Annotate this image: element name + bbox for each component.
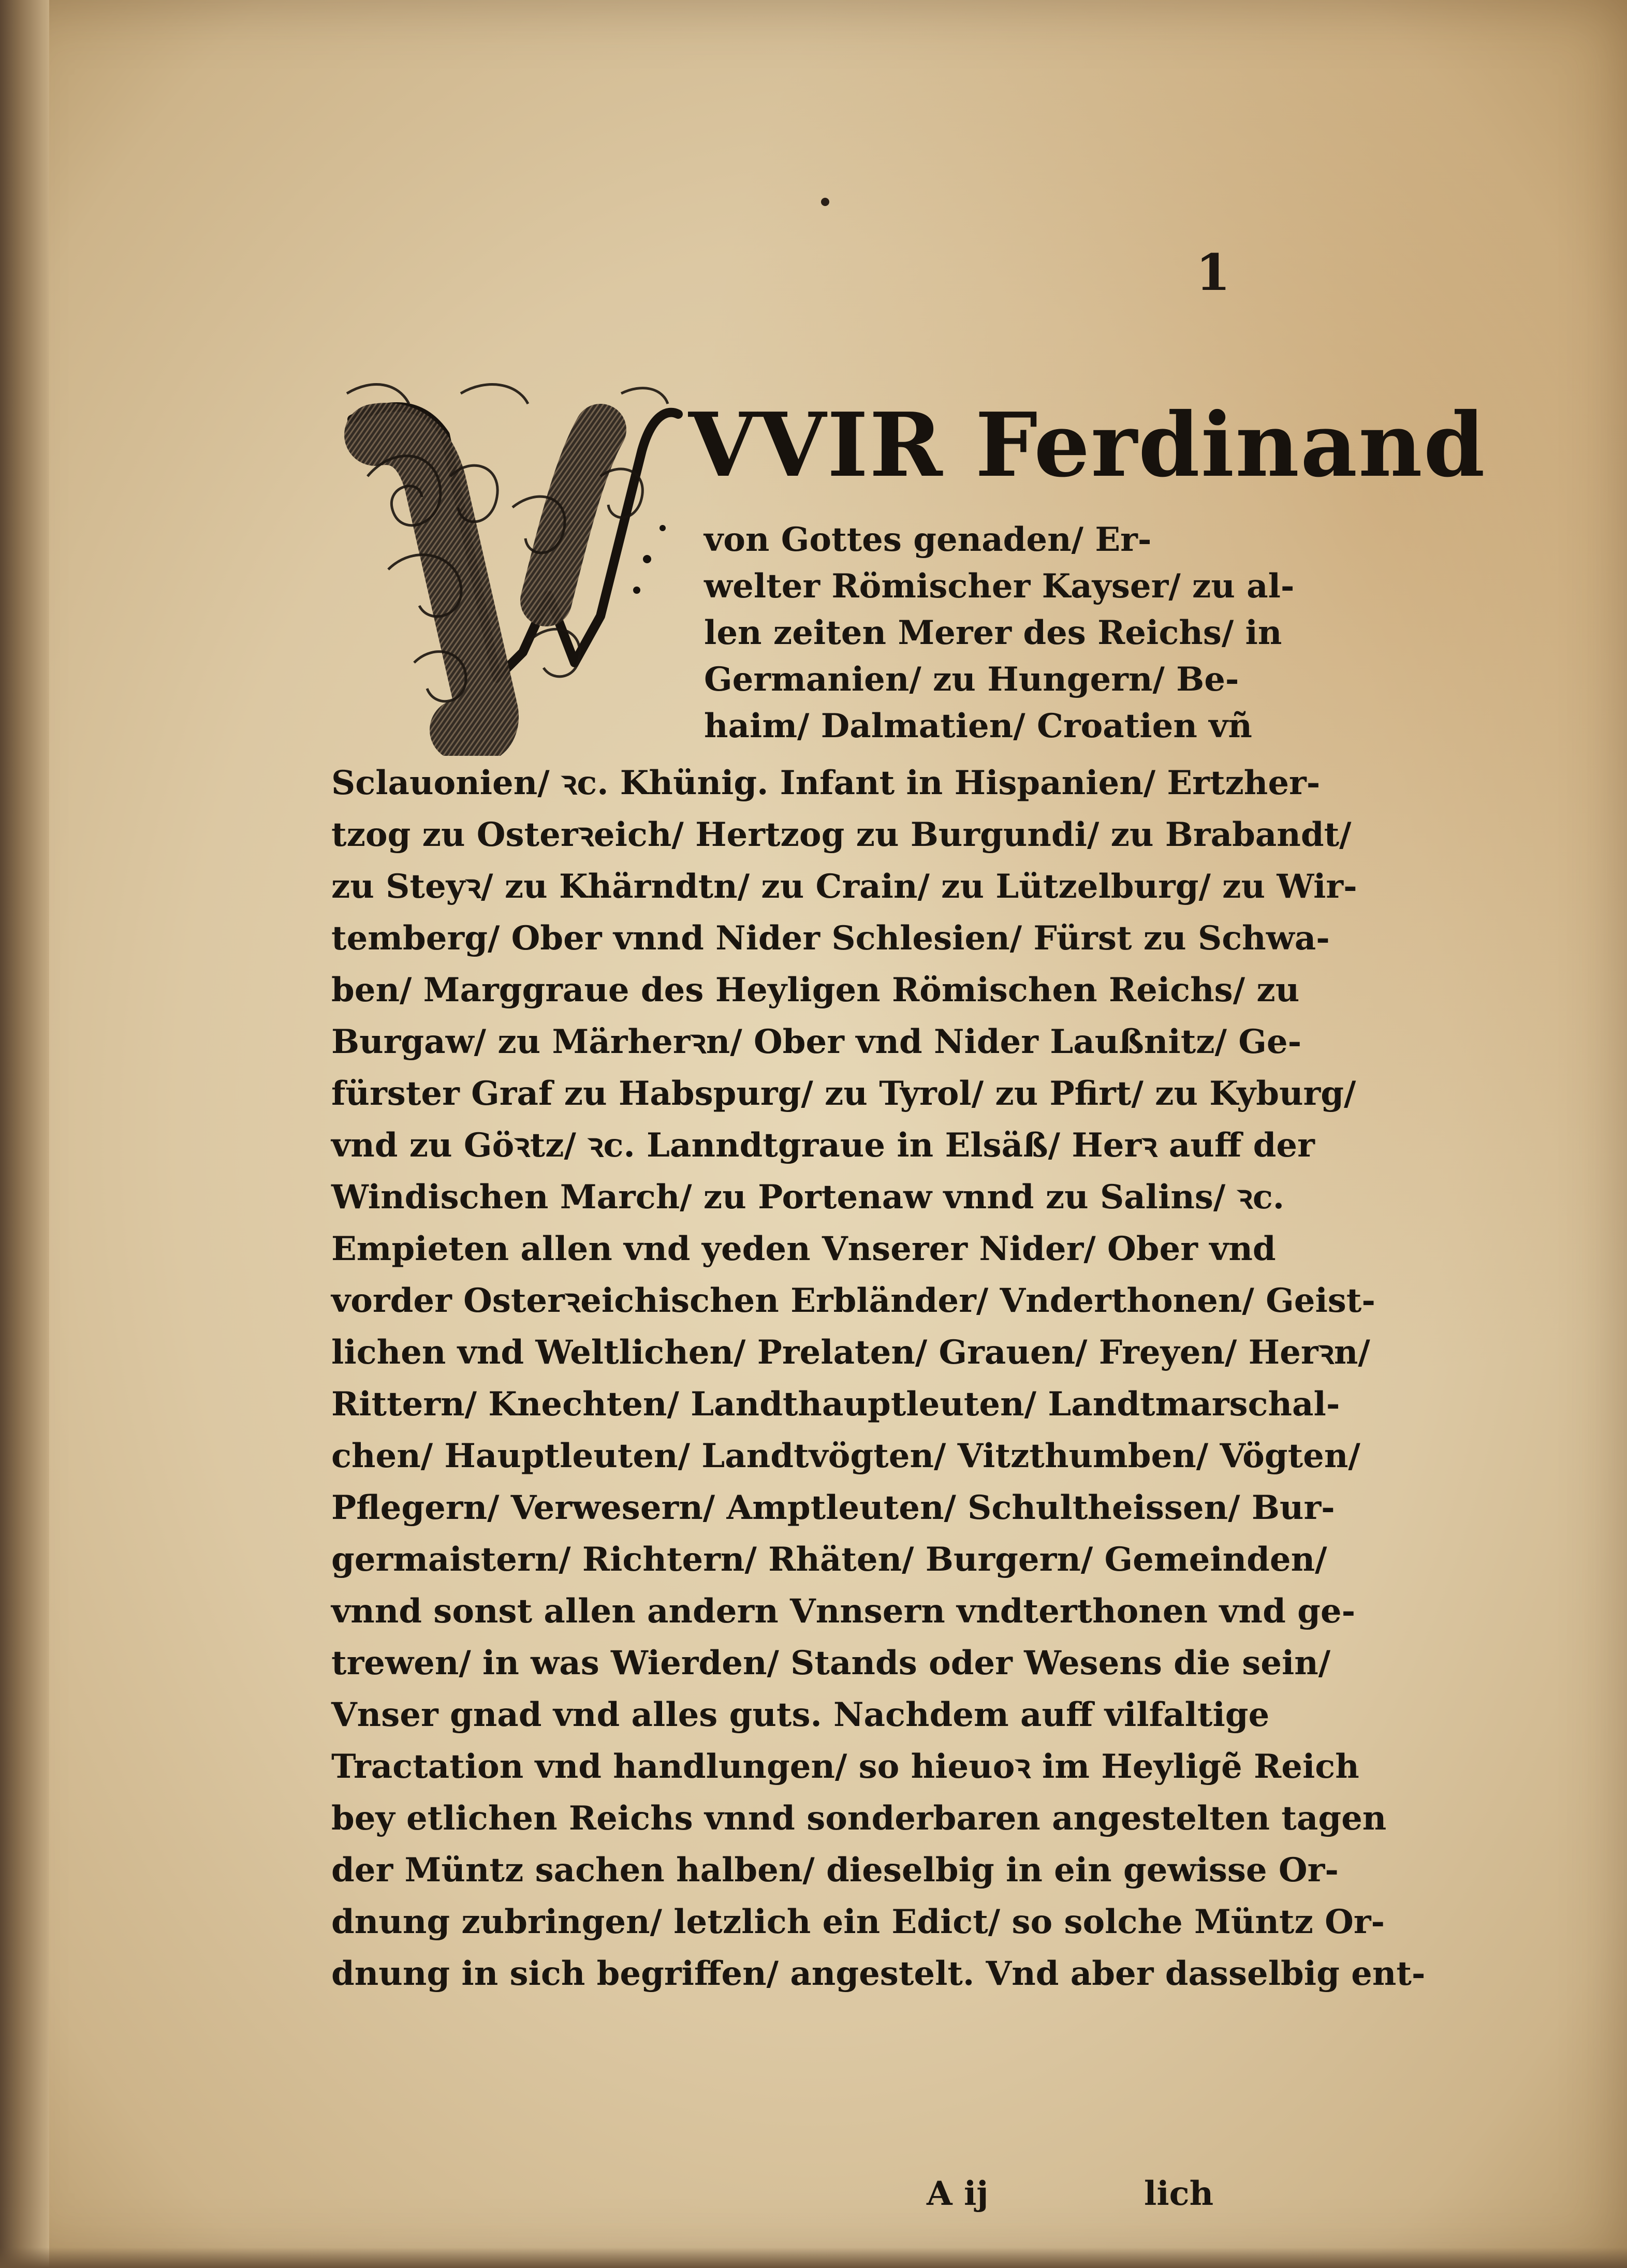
text-line: Burgaw/ zu Märherꝛn/ Ober vnd Nider Laußnitz/ Ge-	[331, 1022, 1302, 1061]
text-line: trewen/ in was Wierden/ Stands oder Wesens die sein/	[331, 1644, 1331, 1682]
text-line: chen/ Hauptleuten/ Landtvögten/ Vitzthumben/ Vögten/	[331, 1437, 1360, 1475]
text-line: Germanien/ zu Hungern/ Be-	[704, 660, 1239, 699]
text-line: dnung zubringen/ letzlich ein Edict/ so solche Müntz Or-	[331, 1903, 1385, 1941]
text-line: temberg/ Ober vnnd Nider Schlesien/ Fürst zu Schwa-	[331, 919, 1330, 958]
text-line: Windischen March/ zu Portenaw vnnd zu Salins/ ꝛc.	[331, 1178, 1285, 1217]
text-line: ben/ Marggraue des Heyligen Römischen Reichs/ zu	[331, 971, 1300, 1009]
signature-mark: A ij	[927, 2174, 989, 2213]
text-line: vnnd sonst allen andern Vnnsern vndterthonen vnd ge-	[331, 1592, 1356, 1631]
text-line: fürster Graf zu Habspurg/ zu Tyrol/ zu Pfirt/ zu Kyburg/	[331, 1074, 1356, 1113]
text-line: lichen vnd Weltlichen/ Prelaten/ Grauen/ Freyen/ Herꝛn/	[331, 1333, 1370, 1372]
text-line: Empieten allen vnd yeden Vnserer Nider/ Ober vnd	[331, 1230, 1276, 1268]
ink-dot	[821, 198, 829, 206]
text-line: welter Römischer Kayser/ zu al-	[704, 567, 1295, 606]
heading-title: VVIR Ferdinand	[688, 393, 1486, 497]
text-line: dnung in sich begriffen/ angestelt. Vnd aber dasselbig ent-	[331, 1954, 1426, 1993]
text-line: vorder Osterꝛeichischen Erbländer/ Vnderthonen/ Geist-	[331, 1281, 1375, 1320]
text-line: vnd zu Göꝛtz/ ꝛc. Lanndtgraue in Elsäß/ Herꝛ auff der	[331, 1126, 1315, 1165]
text-line: Tractation vnd handlungen/ so hieuoꝛ im Heyligẽ Reich	[331, 1747, 1359, 1786]
page-number: 1	[1196, 243, 1230, 302]
text-line: zu Steyꝛ/ zu Khärndtn/ zu Crain/ zu Lützelburg/ zu Wir-	[331, 867, 1357, 906]
text-line: Vnser gnad vnd alles guts. Nachdem auff vilfaltige	[331, 1695, 1270, 1734]
text-line: Sclauonien/ ꝛc. Khünig. Infant in Hispanien/ Ertzher-	[331, 764, 1321, 802]
page-bottom-shadow	[0, 2247, 1627, 2268]
text-line: von Gottes genaden/ Er-	[704, 520, 1152, 559]
text-line: bey etlichen Reichs vnnd sonderbaren angestelten tagen	[331, 1799, 1387, 1838]
text-line: der Müntz sachen halben/ dieselbig in ein gewisse Or-	[331, 1851, 1339, 1890]
text-line: germaistern/ Richtern/ Rhäten/ Burgern/ Gemeinden/	[331, 1540, 1327, 1579]
text-line: len zeiten Merer des Reichs/ in	[704, 613, 1282, 652]
catchword: lich	[1144, 2174, 1214, 2213]
decorated-initial-w	[331, 373, 683, 756]
text-line: Rittern/ Knechten/ Landthauptleuten/ Landtmarschal-	[331, 1385, 1340, 1424]
text-line: tzog zu Osterꝛeich/ Hertzog zu Burgundi/ zu Brabandt/	[331, 815, 1352, 854]
text-line: haim/ Dalmatien/ Croatien vñ	[704, 707, 1252, 745]
page-binding-edge	[0, 0, 49, 2268]
text-line: Pflegern/ Verwesern/ Amptleuten/ Schultheissen/ Bur-	[331, 1488, 1335, 1527]
